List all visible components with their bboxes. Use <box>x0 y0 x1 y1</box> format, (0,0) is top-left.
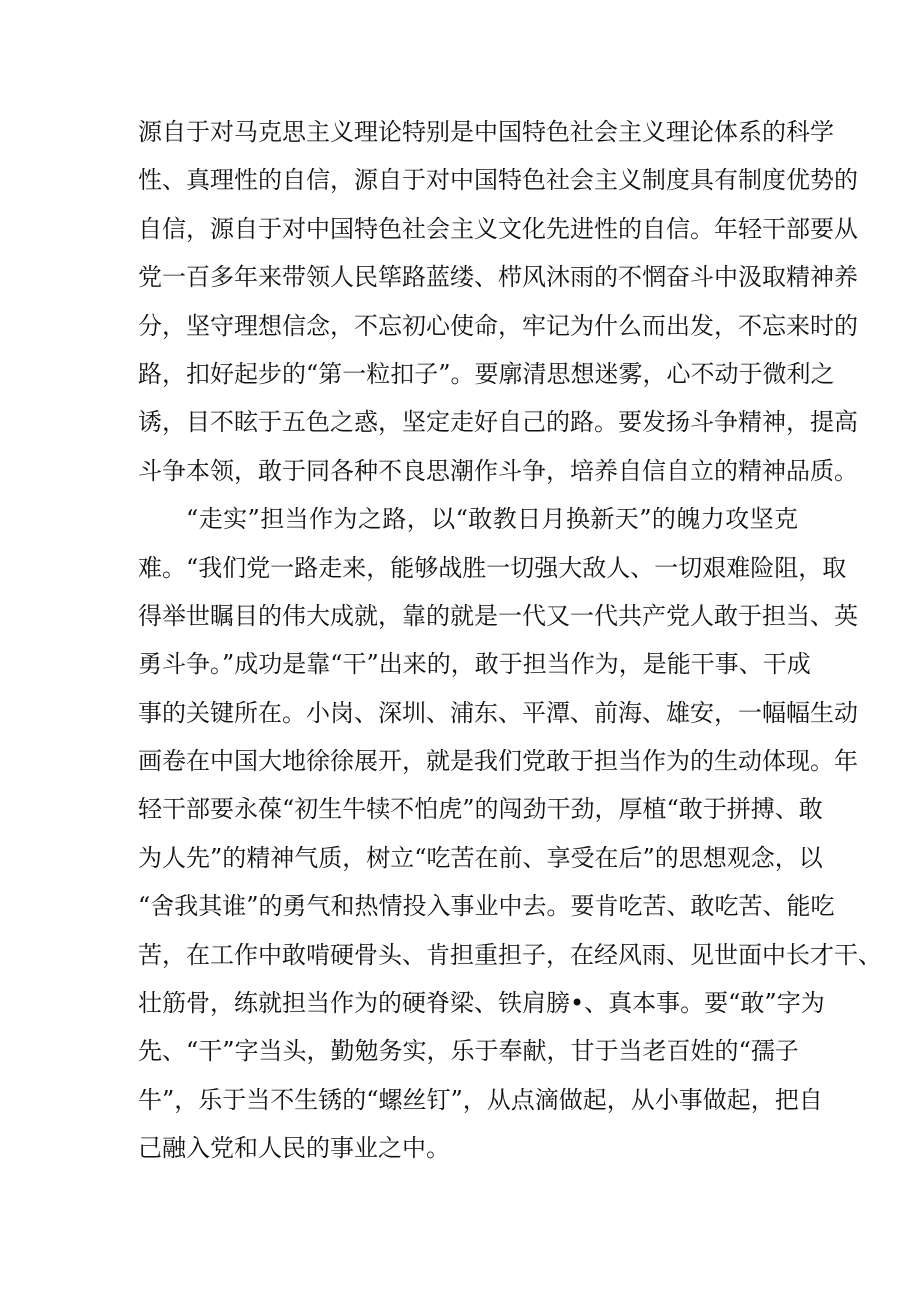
text-line: 分，坚守理想信念，不忘初心使命，牢记为什么而出发，不忘来时的 <box>138 311 858 340</box>
text-line: 己融入党和人民的事业之中。 <box>138 1134 450 1163</box>
text-line: 苦，在工作中敢啃硬骨头、肯担重担子，在经风雨、见世面中长才干、 <box>138 940 882 969</box>
text-line: 性、真理性的自信，源自于对中国特色社会主义制度具有制度优势的 <box>138 166 858 195</box>
text-line: “舍我其谁”的勇气和热情投入事业中去。要肯吃苦、敢吃苦、能吃 <box>138 892 835 921</box>
text-line: 路，扣好起步的“第一粒扣子”。要廓清思想迷雾，心不动于微利之 <box>138 359 835 388</box>
text-line: 勇斗争。”成功是靠“干”出来的，敢于担当作为，是能干事、干成 <box>138 650 811 679</box>
text-line: 自信，源自于对中国特色社会主义文化先进性的自信。年轻干部要从 <box>138 214 858 243</box>
text-line: “走实”担当作为之路，以“敢教日月换新天”的魄力攻坚克 <box>186 505 798 534</box>
text-line: 为人先”的精神气质，树立“吃苦在前、享受在后”的思想观念，以 <box>138 843 823 872</box>
text-line: 源自于对马克思主义理论特别是中国特色社会主义理论体系的科学 <box>138 118 834 146</box>
text-line: 事的关键所在。小岗、深圳、浦东、平潭、前海、雄安，一幅幅生动 <box>138 698 858 727</box>
paragraph-2 <box>138 495 882 1172</box>
body-text <box>138 108 882 1173</box>
text-line: 得举世瞩目的伟大成就，靠的就是一代又一代共产党人敢于担当、英 <box>138 601 858 630</box>
text-line: 轻干部要永葆“初生牛犊不怕虎”的闯劲干劲，厚植“敢于拼搏、敢 <box>138 795 823 824</box>
text-line: 壮筋骨，练就担当作为的硬脊梁、铁肩膀•、真本事。要“敢”字为 <box>138 989 825 1018</box>
text-line: 斗争本领，敢于同各种不良思潮作斗争，培养自信自立的精神品质。 <box>138 456 858 485</box>
text-line: 难。“我们党一路走来，能够战胜一切强大敌人、一切艰难险阻，取 <box>138 553 847 582</box>
text-line: 先、“干”字当头，勤勉务实，乐于奉献，甘于当老百姓的“孺子 <box>138 1037 799 1066</box>
text-line: 诱，目不眩于五色之惑，坚定走好自己的路。要发扬斗争精神，提高 <box>138 408 858 437</box>
text-line: 牛”，乐于当不生锈的“螺丝钉”，从点滴做起，从小事做起，把自 <box>138 1085 823 1114</box>
text-line: 画卷在中国大地徐徐展开，就是我们党敢于担当作为的生动体现。年 <box>138 747 858 776</box>
paragraph-1 <box>138 108 858 495</box>
text-line: 党一百多年来带领人民筚路蓝缕、栉风沐雨的不惘奋斗中汲取精神养 <box>138 263 858 292</box>
